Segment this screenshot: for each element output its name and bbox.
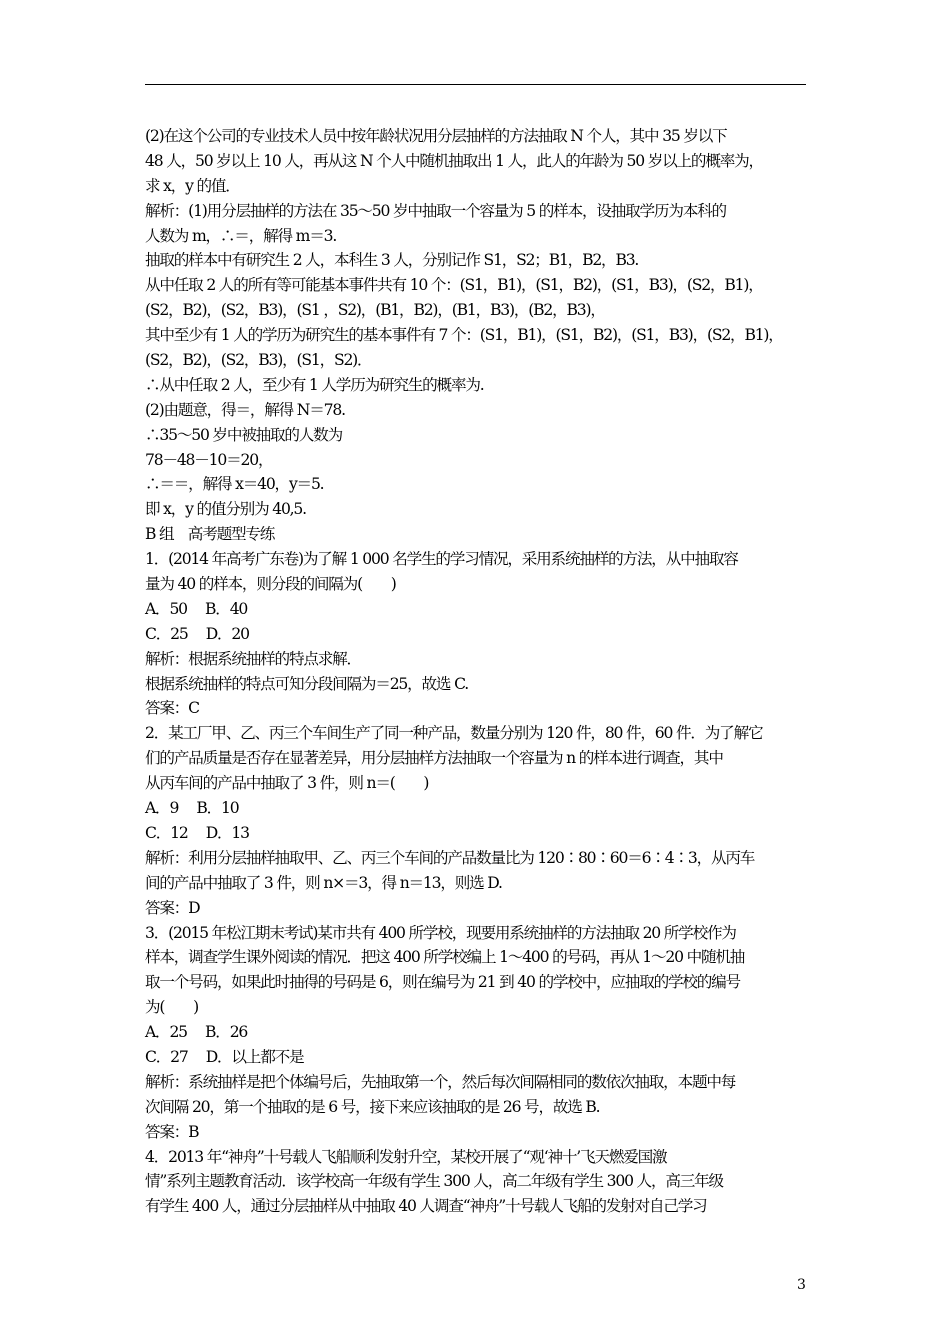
text-line: C．27 D．以上都不是 xyxy=(145,1047,304,1066)
text-line: 48 人，50 岁以上 10 人，再从这 N 个人中随机抽取出 1 人，此人的年龄为 50 岁以上的概率为， xyxy=(145,151,763,170)
text-line: 间的产品中抽取了 3 件，则 n×＝3，得 n＝13，则选 D. xyxy=(145,873,502,892)
text-line: C．25 D．20 xyxy=(145,624,249,643)
text-line: 解析：根据系统抽样的特点求解． xyxy=(145,649,361,668)
header-rule xyxy=(145,84,806,85)
text-line: 从丙车间的产品中抽取了 3 件，则 n＝( ) xyxy=(145,774,429,793)
text-line: 解析：利用分层抽样抽取甲、乙、丙三个车间的产品数量比为 120∶80∶60＝6∶4∶3，从丙车 xyxy=(145,848,755,867)
text-line: 根据系统抽样的特点可知分段间隔为＝25，故选 C. xyxy=(145,674,469,693)
text-line: ∴从中任取 2 人，至少有 1 人学历为研究生的概率为. xyxy=(145,375,484,394)
page-number: 3 xyxy=(797,1277,806,1293)
text-line: ∴35～50 岁中被抽取的人数为 xyxy=(145,425,342,444)
text-line: 取一个号码，如果此时抽得的号码是 6，则在编号为 21 到 40 的学校中，应抽取的学校的编号 xyxy=(145,973,740,992)
text-line: 人数为 m，∴＝，解得 m＝3. xyxy=(145,226,337,245)
text-line: 答案：D xyxy=(145,898,200,917)
text-line: 从中任取 2 人的所有等可能基本事件共有 10 个：(S1，B1)，(S1，B2)，(S1，B3)，(S2，B1)， xyxy=(145,276,763,295)
text-line: A．25 B．26 xyxy=(145,1023,248,1042)
text-line: 们的产品质量是否存在显著差异，用分层抽样方法抽取一个容量为 n 的样本进行调查，其中 xyxy=(145,749,723,768)
text-line: 答案：B xyxy=(145,1122,199,1141)
text-line: 解析：系统抽样是把个体编号后，先抽取第一个，然后每次间隔相同的数依次抽取，本题中每 xyxy=(145,1072,736,1091)
text-line: A．50 B．40 xyxy=(145,599,248,618)
text-line: 3．(2015 年松江期末考试)某市共有 400 所学校，现要用系统抽样的方法抽取 20 所学校作为 xyxy=(145,923,736,942)
text-line: 抽取的样本中有研究生 2 人，本科生 3 人，分别记作 S1，S2；B1，B2，B3. xyxy=(145,251,639,270)
text-line: 1．(2014 年高考广东卷)为了解 1 000 名学生的学习情况，采用系统抽样的方法，从中抽取容 xyxy=(145,550,738,569)
text-line: (S2，B2)，(S2，B3)，(S1 ，S2)，(B1，B2)，(B1，B3)，(B2，B3)， xyxy=(145,301,605,320)
text-line: 为( ) xyxy=(145,998,198,1017)
text-line: 次间隔 20，第一个抽取的是 6 号，接下来应该抽取的是 26 号，故选 B. xyxy=(145,1097,600,1116)
text-line: 答案：C xyxy=(145,699,199,718)
text-line: 样本，调查学生课外阅读的情况．把这 400 所学校编上 1～400 的号码，再从 1～20 中随机抽 xyxy=(145,948,745,967)
text-line: 其中至少有 1 人的学历为研究生的基本事件有 7 个：(S1，B1)，(S1，B2)，(S1，B3)，(S2，B1)， xyxy=(145,326,783,345)
text-line: 求 x，y 的值． xyxy=(145,176,240,195)
text-line: 78－48－10＝20， xyxy=(145,450,273,469)
text-line: (2)在这个公司的专业技术人员中按年龄状况用分层抽样的方法抽取 N 个人，其中 35 岁以下 xyxy=(145,127,727,145)
document-body xyxy=(145,124,815,1219)
text-line: A．9 B．10 xyxy=(145,799,239,818)
text-line: 情”系列主题教育活动．该学校高一年级有学生 300 人，高二年级有学生 300 人，高三年级 xyxy=(145,1172,723,1191)
text-line: 量为 40 的样本，则分段的间隔为( ) xyxy=(145,575,396,594)
text-line: (S2，B2)，(S2，B3)，(S1，S2)． xyxy=(145,351,372,370)
text-line: B 组 高考题型专练 xyxy=(145,525,275,544)
text-line: (2)由题意，得＝，解得 N＝78. xyxy=(145,400,345,419)
text-line: 解析：(1)用分层抽样的方法在 35～50 岁中抽取一个容量为 5 的样本，设抽取学历为本科的 xyxy=(145,201,726,220)
text-line: 有学生 400 人，通过分层抽样从中抽取 40 人调查“神舟”十号载人飞船的发射对自己学习 xyxy=(145,1197,707,1216)
text-line: ∴＝＝，解得 x＝40，y＝5. xyxy=(145,475,324,494)
text-line: 即 x，y 的值分别为 40,5. xyxy=(145,500,306,519)
text-line: 2．某工厂甲、乙、丙三个车间生产了同一种产品，数量分别为 120 件，80 件，60 件．为了解它 xyxy=(145,724,763,743)
text-line: 4．2013 年“神舟”十号载人飞船顺利发射升空，某校开展了“观‘神十’飞天燃爱国激 xyxy=(145,1147,667,1166)
text-line: C．12 D．13 xyxy=(145,823,249,842)
